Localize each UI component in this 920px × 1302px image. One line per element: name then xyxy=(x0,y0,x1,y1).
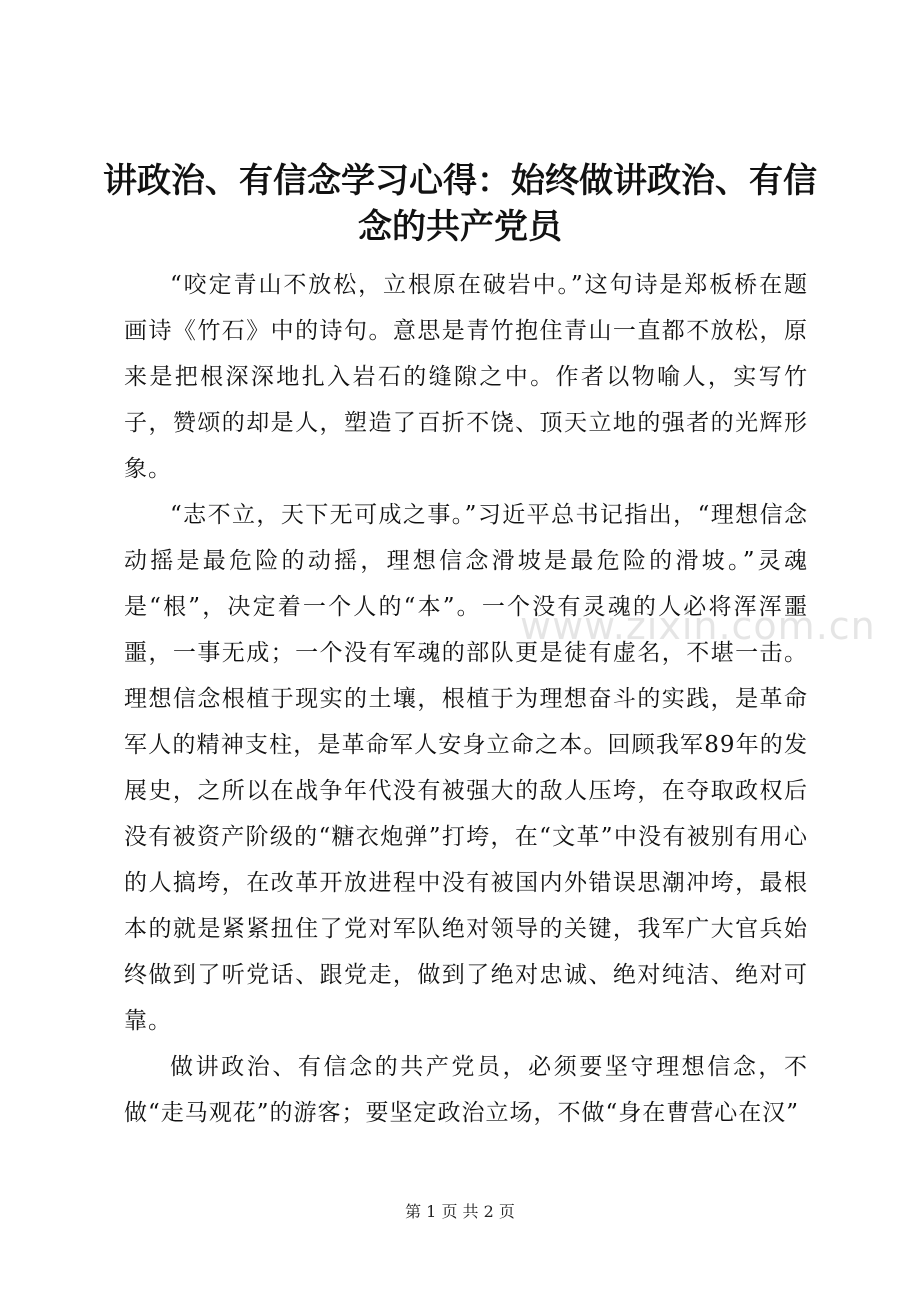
paragraph-3: 做讲政治、有信念的共产党员，必须要坚守理想信念，不做“走马观花”的游客；要坚定政治立场，不做“身在曹营心在汉” xyxy=(124,1054,808,1126)
document-title: 讲政治、有信念学习心得：始终做讲政治、有信念的共产党员 xyxy=(103,161,817,247)
page-footer: 第 1 页 共 2 页 xyxy=(405,1202,515,1221)
paragraph-1: “咬定青山不放松，立根原在破岩中。”这句诗是郑板桥在题画诗《竹石》中的诗句。意思是青竹抱住青山一直都不放松，原来是把根深深地扎入岩石的缝隙之中。作者以物喻人，实写竹子，赞颂的却是人，塑造了百折不饶、顶天立地的强者的光辉形象。 xyxy=(124,272,808,482)
document-body xyxy=(124,262,808,1136)
paragraph-2: “志不立，天下无可成之事。”习近平总书记指出，“理想信念动摇是最危险的动摇，理想信念滑坡是最危险的滑坡。”灵魂是“根”，决定着一个人的“本”。一个没有灵魂的人必将浑浑噩噩，一事无成；一个没有军魂的部队更是徒有虚名，不堪一击。理想信念根植于现实的土壤，根植于为理想奋斗的实践，是革命军人的精神支柱，是革命军人安身立命之本。回顾我军89年的发展史，之所以在战争年代没有被强大的敌人压垮，在夺取政权后没有被资产阶级的“糖衣炮弹”打垮，在“文革”中没有被别有用心的人搞垮，在改革开放进程中没有被国内外错误思潮冲垮，最根本的就是紧紧扭住了党对军队绝对领导的关键，我军广大官兵始终做到了听党话、跟党走，做到了绝对忠诚、绝对纯洁、绝对可靠。 xyxy=(124,502,808,1034)
watermark: www.zixin.com.cn xyxy=(520,604,876,648)
